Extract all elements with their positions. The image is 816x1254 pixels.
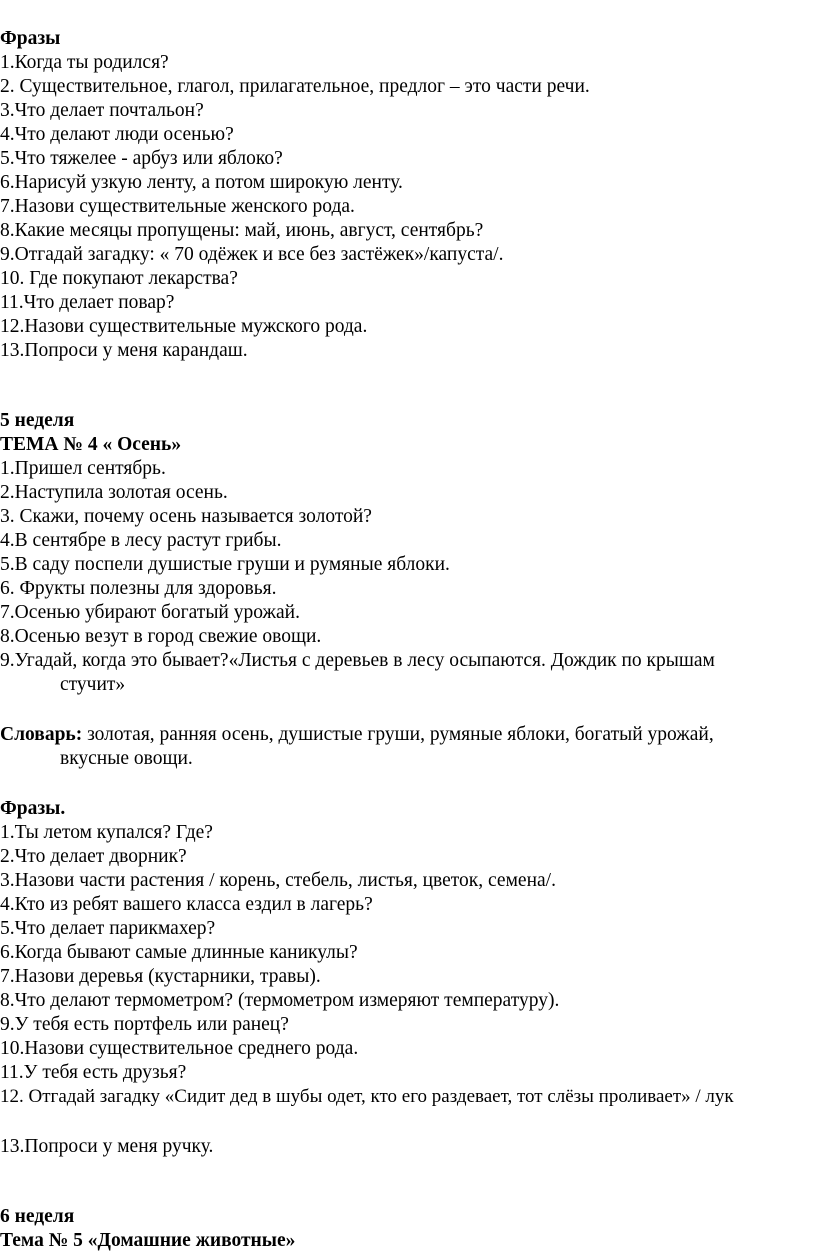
list-item: 11.У тебя есть друзья? xyxy=(0,1062,187,1083)
list-item-continuation: стучит» xyxy=(60,674,126,695)
list-item: 8.Осенью везут в город свежие овощи. xyxy=(0,626,322,647)
vocabulary-label: Словарь: xyxy=(0,724,83,745)
list-item: 7.Осенью убирают богатый урожай. xyxy=(0,602,300,623)
list-item: 5.Что тяжелее - арбуз или яблоко? xyxy=(0,148,283,169)
list-item: 13.Попроси у меня карандаш. xyxy=(0,340,248,361)
list-item: 5.Что делает парикмахер? xyxy=(0,918,216,939)
list-item: 9.Угадай, когда это бывает?«Листья с деревьев в лесу осыпаются. Дождик по крышам xyxy=(0,650,715,671)
list-item: 11.Что делает повар? xyxy=(0,292,175,313)
list-item: 13.Попроси у меня ручку. xyxy=(0,1136,214,1157)
list-item: 8.Что делают термометром? (термометром измеряют температуру). xyxy=(0,990,560,1011)
list-item: 1.Когда ты родился? xyxy=(0,52,169,73)
list-item: 4.Что делают люди осенью? xyxy=(0,124,234,145)
phrases-heading: Фразы xyxy=(0,28,61,49)
theme-heading: Тема № 5 «Домашние животные» xyxy=(0,1230,296,1251)
list-item: 1.Ты летом купался? Где? xyxy=(0,822,213,843)
list-item: 2. Существительное, глагол, прилагательное, предлог – это части речи. xyxy=(0,76,590,97)
list-item: 9.У тебя есть портфель или ранец? xyxy=(0,1014,289,1035)
theme-heading: ТЕМА № 4 « Осень» xyxy=(0,434,182,455)
list-item: 2.Что делает дворник? xyxy=(0,846,187,867)
list-item: 5.В саду поспели душистые груши и румяные яблоки. xyxy=(0,554,450,575)
list-item: 10. Где покупают лекарства? xyxy=(0,268,238,289)
list-item: 4.В сентябре в лесу растут грибы. xyxy=(0,530,282,551)
list-item: 3.Что делает почтальон? xyxy=(0,100,204,121)
list-item: 2.Наступила золотая осень. xyxy=(0,482,228,503)
list-item: 9.Отгадай загадку: « 70 одёжек и все без застёжек»/капуста/. xyxy=(0,244,504,265)
vocabulary-line xyxy=(0,723,816,747)
list-item: 7.Назови существительные женского рода. xyxy=(0,196,355,217)
list-item: 7.Назови деревья (кустарники, травы). xyxy=(0,966,321,987)
week-heading: 5 неделя xyxy=(0,410,75,431)
list-item: 6.Нарисуй узкую ленту, а потом широкую ленту. xyxy=(0,172,403,193)
list-item: 4.Кто из ребят вашего класса ездил в лагерь? xyxy=(0,894,373,915)
list-item: 3. Скажи, почему осень называется золотой? xyxy=(0,506,372,527)
list-item: 10.Назови существительное среднего рода. xyxy=(0,1038,359,1059)
list-item: 12.Назови существительные мужского рода. xyxy=(0,316,368,337)
list-item: 12. Отгадай загадку «Сидит дед в шубы одет, кто его раздевает, тот слёзы проливает» / лук xyxy=(0,1086,734,1107)
list-item: 8.Какие месяцы пропущены: май, июнь, август, сентябрь? xyxy=(0,220,484,241)
vocabulary-continuation: вкусные овощи. xyxy=(60,748,193,769)
list-item: 1.Пришел сентябрь. xyxy=(0,458,166,479)
list-item: 3.Назови части растения / корень, стебель, листья, цветок, семена/. xyxy=(0,870,556,891)
list-item: 6.Когда бывают самые длинные каникулы? xyxy=(0,942,358,963)
list-item: 6. Фрукты полезны для здоровья. xyxy=(0,578,277,599)
week-heading: 6 неделя xyxy=(0,1206,75,1227)
phrases-heading: Фразы. xyxy=(0,798,66,819)
vocabulary-text: золотая, ранняя осень, душистые груши, румяные яблоки, богатый урожай, xyxy=(82,724,714,745)
